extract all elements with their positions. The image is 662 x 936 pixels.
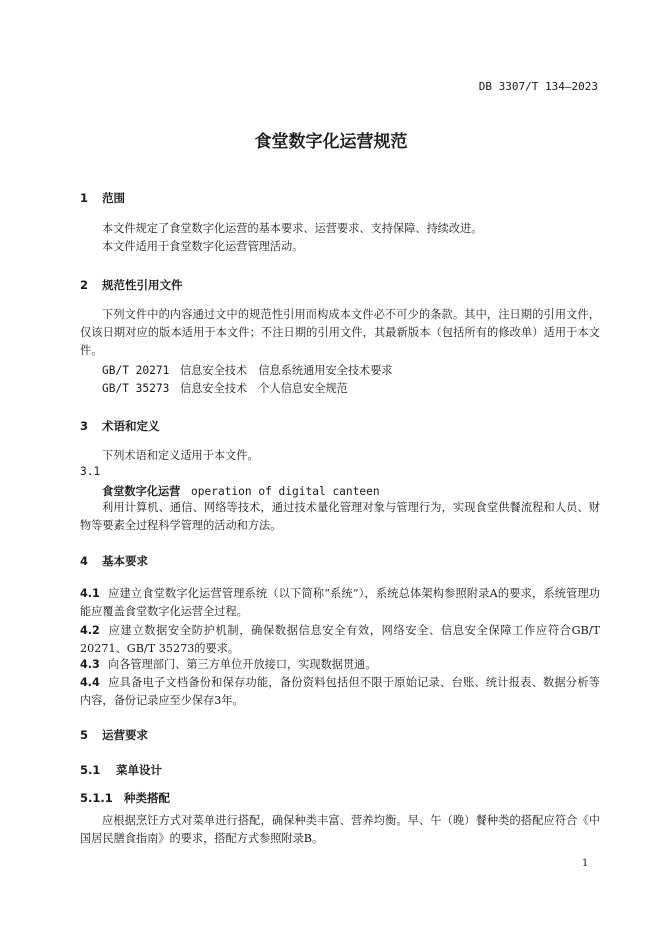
reference-name: 信息安全技术 信息系统通用安全技术要求 xyxy=(180,364,393,377)
clause-number: 4.2 xyxy=(80,624,100,637)
section-number: 4 xyxy=(80,554,89,568)
reference-code: GB/T 20271 xyxy=(102,364,170,377)
section-5-heading xyxy=(80,727,148,743)
clause-4-2 xyxy=(80,622,600,658)
section-3-heading xyxy=(80,418,160,434)
section-5-paragraph: 应根据烹饪方式对菜单进行搭配，确保种类丰富、营养均衡。早、午（晚）餐种类的搭配应符合《中国居民膳食指南》的要求，搭配方式参照附录B。 xyxy=(80,814,600,845)
term-chinese: 食堂数字化运营 xyxy=(102,485,181,498)
subsection-5-1-1-heading xyxy=(80,790,170,806)
clause-text: 应建立食堂数字化运营管理系统（以下简称“系统”），系统总体架构参照附录A的要求，系统管理功能应覆盖食堂数字化运营全过程。 xyxy=(80,587,600,618)
clause-text: 向各管理部门、第三方单位开放接口，实现数据贯通。 xyxy=(108,658,377,671)
term-entry xyxy=(102,483,380,499)
reference-item xyxy=(102,362,393,378)
section-number: 2 xyxy=(80,278,89,292)
section-2-heading xyxy=(80,277,183,293)
term-english: operation of digital canteen xyxy=(191,485,380,498)
reference-item xyxy=(102,380,348,396)
clause-4-1 xyxy=(80,585,600,621)
section-4-heading xyxy=(80,553,148,569)
clause-number: 4.1 xyxy=(80,587,100,600)
term-number: 3.1 xyxy=(80,465,101,478)
section-2-intro: 下列文件中的内容通过文中的规范性引用而构成本文件必不可少的条款。其中，注日期的引用文件，仅该日期对应的版本适用于本文件；不注日期的引用文件，其最新版本（包括所有的修改单）适用于本文件。 xyxy=(80,308,600,357)
section-title: 基本要求 xyxy=(102,554,149,568)
section-title: 术语和定义 xyxy=(102,419,160,433)
section-number: 3 xyxy=(80,419,89,433)
section-number: 5 xyxy=(80,728,89,742)
section-1-heading xyxy=(80,190,125,206)
clause-number: 4.3 xyxy=(80,658,100,671)
reference-code: GB/T 35273 xyxy=(102,382,170,395)
subsection-5-1-heading xyxy=(80,762,162,778)
reference-name: 信息安全技术 个人信息安全规范 xyxy=(180,382,348,395)
clause-text: 应建立数据安全防护机制，确保数据信息安全有效，网络安全、信息安全保障工作应符合GB/T 20271、GB/T 35273的要求。 xyxy=(80,624,600,655)
section-number: 5.1 xyxy=(80,763,101,777)
section-1-paragraph-1: 本文件规定了食堂数字化运营的基本要求、运营要求、支持保障、持续改进。 xyxy=(102,222,483,235)
section-3-intro: 下列术语和定义适用于本文件。 xyxy=(102,449,259,462)
clause-text: 应具备电子文档备份和保存功能，备份资料包括但不限于原始记录、台账、统计报表、数据分析等内容，备份记录应至少保存3年。 xyxy=(80,676,600,707)
clause-4-3 xyxy=(80,656,600,674)
section-1-paragraph-2: 本文件适用于食堂数字化运营管理活动。 xyxy=(102,240,304,253)
term-definition: 利用计算机、通信、网络等技术，通过技术量化管理对象与管理行为，实现食堂供餐流程和人员、财物等要素全过程科学管理的活动和方法。 xyxy=(80,501,600,532)
section-title: 范围 xyxy=(102,191,126,205)
page-title: 食堂数字化运营规范 xyxy=(254,132,408,152)
clause-number: 4.4 xyxy=(80,676,100,689)
section-title: 运营要求 xyxy=(102,728,149,742)
clause-4-4 xyxy=(80,674,600,710)
document-number: DB 3307/T 134—2023 xyxy=(478,80,598,93)
page-number: 1 xyxy=(582,858,589,869)
section-title: 种类搭配 xyxy=(124,791,171,805)
section-title: 菜单设计 xyxy=(116,763,163,777)
section-number: 1 xyxy=(80,191,89,205)
section-number: 5.1.1 xyxy=(80,791,113,805)
section-title: 规范性引用文件 xyxy=(102,278,183,292)
